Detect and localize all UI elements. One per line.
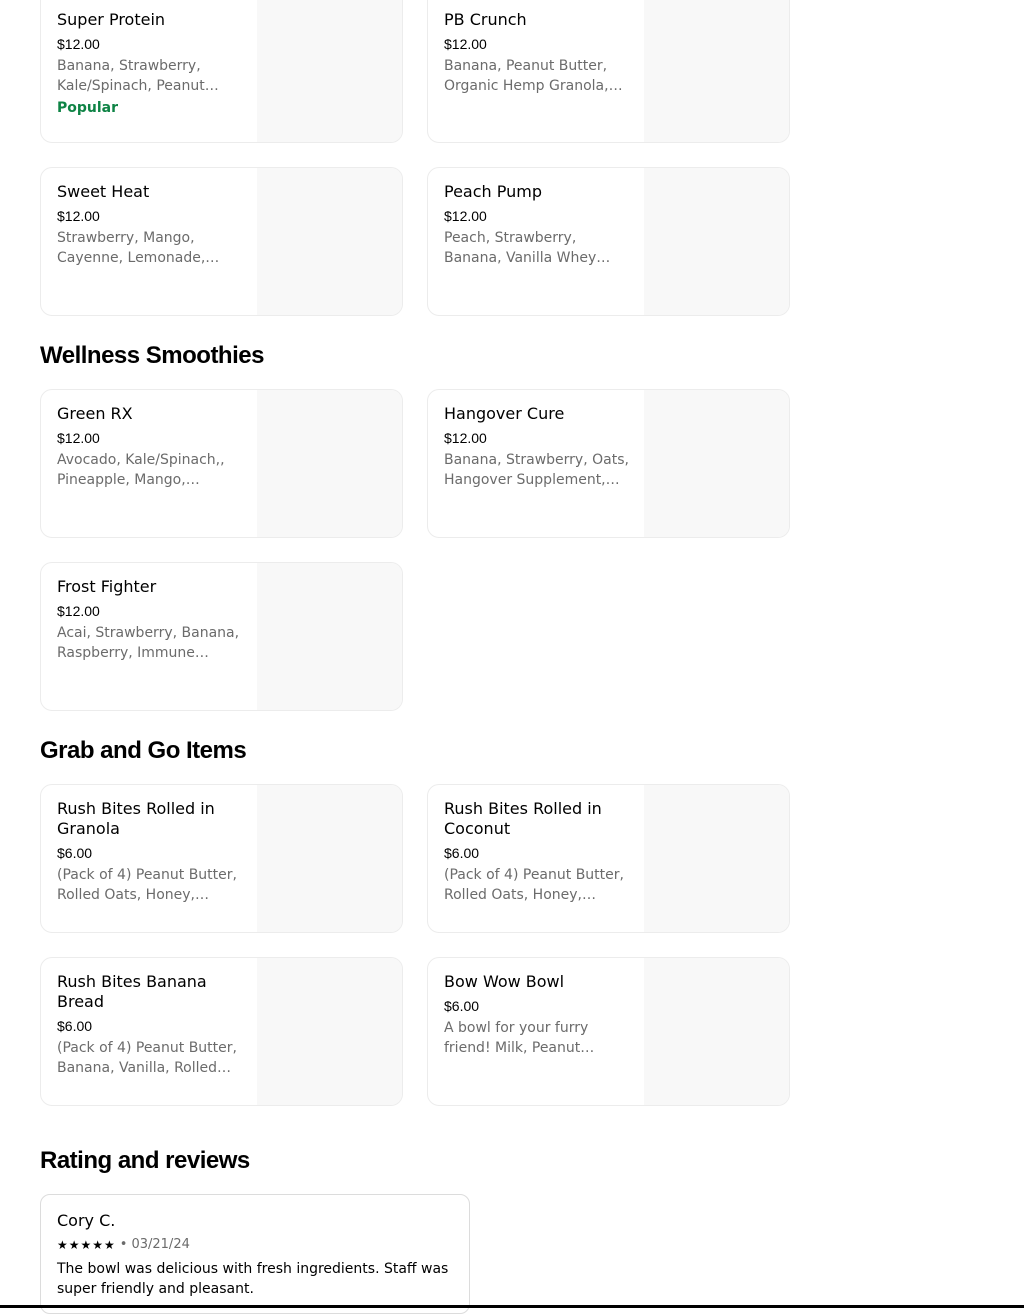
- menu-item-name: Rush Bites Banana Bread: [57, 972, 207, 1011]
- menu-item-name: Frost Fighter: [57, 577, 157, 596]
- menu-item-description: Banana, Strawberry, Oats, Hangover Supplement,: [444, 452, 629, 488]
- menu-item-info: [57, 10, 243, 117]
- menu-item-name: Sweet Heat: [57, 182, 150, 201]
- menu-item-card[interactable]: [40, 167, 403, 316]
- menu-item-price: $6.00: [444, 998, 480, 1014]
- popular-badge: Popular: [57, 100, 119, 116]
- menu-item-description: (Pack of 4) Peanut Butter, Rolled Oats, Honey,: [57, 867, 237, 903]
- menu-item-price: $12.00: [444, 430, 487, 446]
- menu-item-name: Peach Pump: [444, 182, 542, 201]
- menu-item-info: [57, 404, 243, 490]
- menu-item-description: Avocado, Kale/Spinach,, Pineapple, Mango,: [57, 452, 225, 488]
- menu-item-info: [444, 404, 630, 490]
- menu-item-price: $12.00: [57, 430, 100, 446]
- menu-item-image: [644, 0, 789, 142]
- menu-item-description: (Pack of 4) Peanut Butter, Rolled Oats, Honey,: [444, 867, 624, 903]
- section-title-grab-and-go: Grab and Go Items: [40, 737, 247, 764]
- menu-item-card[interactable]: [40, 389, 403, 538]
- menu-item-price: $12.00: [444, 36, 487, 52]
- menu-grid-wellness: [40, 389, 790, 711]
- menu-item-card[interactable]: [427, 784, 790, 933]
- star-rating-icon: ★★★★★: [57, 1238, 116, 1252]
- menu-item-card[interactable]: [427, 957, 790, 1106]
- menu-item-card[interactable]: [40, 0, 403, 143]
- menu-item-image: [257, 168, 402, 315]
- review-meta: [57, 1237, 190, 1253]
- menu-item-info: [57, 182, 243, 268]
- menu-item-description: Acai, Strawberry, Banana, Raspberry, Immune: [57, 625, 240, 661]
- menu-item-image: [257, 0, 402, 142]
- menu-item-card[interactable]: [40, 957, 403, 1106]
- menu-item-description: A bowl for your furry friend! Milk, Peanut: [444, 1020, 589, 1056]
- menu-item-name: Super Protein: [57, 10, 166, 29]
- menu-item-image: [257, 390, 402, 537]
- menu-item-description: Strawberry, Mango, Cayenne, Lemonade,: [57, 230, 206, 266]
- menu-item-price: $6.00: [57, 845, 93, 861]
- menu-item-card[interactable]: [427, 0, 790, 143]
- menu-item-name: Bow Wow Bowl: [444, 972, 565, 991]
- menu-item-name: Green RX: [57, 404, 133, 423]
- menu-item-price: $6.00: [444, 845, 480, 861]
- menu-item-price: $12.00: [57, 603, 100, 619]
- menu-item-info: [444, 972, 630, 1058]
- menu-grid-top: [40, 0, 790, 143]
- menu-item-card[interactable]: [40, 562, 403, 711]
- menu-item-name: PB Crunch: [444, 10, 527, 29]
- menu-item-image: [257, 563, 402, 710]
- menu-item-image: [257, 785, 402, 932]
- menu-item-image: [257, 958, 402, 1105]
- menu-item-price: $12.00: [444, 208, 487, 224]
- menu-page: [40, 0, 790, 1314]
- review-author: Cory C.: [57, 1211, 116, 1230]
- menu-item-description: Peach, Strawberry, Banana, Vanilla Whey: [444, 230, 597, 266]
- menu-item-image: [644, 390, 789, 537]
- menu-item-info: [57, 799, 243, 905]
- menu-item-price: $12.00: [57, 36, 100, 52]
- menu-item-image: [644, 958, 789, 1105]
- menu-item-card[interactable]: [40, 784, 403, 933]
- review-date: 03/21/24: [131, 1237, 190, 1252]
- menu-item-image: [644, 785, 789, 932]
- review-card[interactable]: [40, 1194, 470, 1314]
- menu-item-info: [444, 10, 630, 96]
- menu-item-name: Rush Bites Rolled in Granola: [57, 799, 215, 838]
- menu-item-info: [57, 972, 243, 1078]
- section-title-reviews: Rating and reviews: [40, 1147, 250, 1174]
- review-separator: •: [119, 1237, 128, 1252]
- menu-item-info: [444, 182, 630, 268]
- menu-item-card[interactable]: [427, 167, 790, 316]
- review-text: The bowl was delicious with fresh ingredients. Staff was super friendly and pleasant.: [57, 1261, 449, 1297]
- menu-item-info: [444, 799, 630, 905]
- menu-item-description: Banana, Peanut Butter, Organic Hemp Granola,: [444, 58, 609, 94]
- section-title-wellness: Wellness Smoothies: [40, 342, 264, 369]
- menu-grid-top-row2: [40, 167, 790, 316]
- menu-grid-grab-and-go: [40, 784, 790, 1106]
- menu-item-info: [57, 577, 243, 663]
- menu-item-card[interactable]: [427, 389, 790, 538]
- menu-item-description: (Pack of 4) Peanut Butter, Banana, Vanilla, Rolled: [57, 1040, 237, 1076]
- menu-item-name: Hangover Cure: [444, 404, 565, 423]
- menu-item-price: $6.00: [57, 1018, 93, 1034]
- menu-item-description: Banana, Strawberry, Kale/Spinach, Peanut: [57, 58, 205, 94]
- menu-item-name: Rush Bites Rolled in Coconut: [444, 799, 602, 838]
- menu-item-price: $12.00: [57, 208, 100, 224]
- menu-item-image: [644, 168, 789, 315]
